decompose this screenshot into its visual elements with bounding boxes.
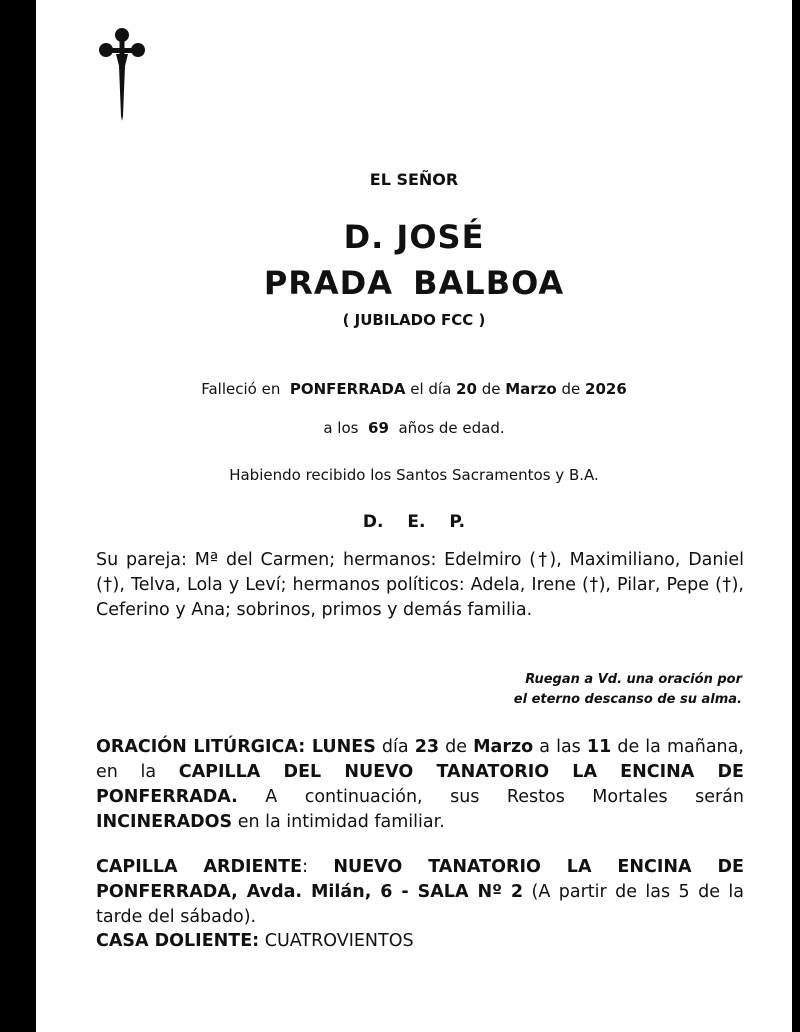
de-label: de xyxy=(481,380,501,398)
deceased-name-line2: PRADA BALBOA xyxy=(263,264,565,302)
oracion-a-las-label: a las xyxy=(539,737,581,757)
age-prefix: a los xyxy=(323,419,359,437)
age-value: 69 xyxy=(368,419,389,437)
oracion-en-la: en la xyxy=(96,762,157,782)
capilla-colon: : xyxy=(302,857,308,877)
casa-label: CASA DOLIENTE: xyxy=(96,931,260,951)
oracion-paragraph xyxy=(96,735,744,835)
deceased-name-line1: D. JOSÉ xyxy=(343,218,485,256)
occupation: ( JUBILADO FCC ) xyxy=(342,311,486,329)
family-paragraph: Su pareja: Mª del Carmen; hermanos: Edelmiro (†), Maximiliano, Daniel (†), Telva, Lola y Leví; hermanos políticos: Adela, Irene (†), Pilar, Pepe (†), Ceferino y Ana; sobrinos, primos y demás familia. xyxy=(96,550,744,620)
santiago-cross-icon xyxy=(97,26,147,122)
right-black-border xyxy=(792,0,800,1032)
oracion-manana: de la mañana, xyxy=(617,737,744,757)
oracion-de-label: de xyxy=(445,737,468,757)
capilla-paragraph xyxy=(96,855,744,930)
de-label-2: de xyxy=(561,380,581,398)
el-dia-label: el día xyxy=(410,380,452,398)
death-month: Marzo xyxy=(505,380,557,398)
falleci-label: Falleció en xyxy=(201,380,281,398)
death-info-line xyxy=(36,380,792,398)
oracion-action: INCINERADOS xyxy=(96,812,233,832)
dep-line: D. E. P. xyxy=(362,512,466,532)
oracion-location: CAPILLA DEL NUEVO TANATORIO LA ENCINA DE PONFERRADA. xyxy=(96,762,744,807)
oracion-continuation: A continuación, sus Restos Mortales serán xyxy=(265,787,744,807)
age-suffix: años de edad. xyxy=(398,419,505,437)
age-line xyxy=(36,419,792,437)
left-black-border xyxy=(0,0,36,1032)
oracion-end: en la intimidad familiar. xyxy=(237,812,445,832)
capilla-place: NUEVO TANATORIO LA ENCINA DE PONFERRADA, Avda. Milán, 6 - SALA Nº 2 xyxy=(96,857,744,902)
death-year: 2026 xyxy=(585,380,627,398)
oracion-hour: 11 xyxy=(586,737,612,757)
prayer-request xyxy=(380,670,742,710)
oracion-month: Marzo xyxy=(473,737,534,757)
capilla-note: (A partir de las 5 de la tarde del sábado). xyxy=(96,882,744,927)
oracion-day: 23 xyxy=(414,737,440,757)
death-day: 20 xyxy=(456,380,477,398)
oracion-dia-label: día xyxy=(381,737,409,757)
sacraments-line: Habiendo recibido los Santos Sacramentos y B.A. xyxy=(229,466,599,484)
title-prefix: EL SEÑOR xyxy=(369,170,459,189)
casa-value: CUATROVIENTOS xyxy=(264,931,414,951)
death-place: PONFERRADA xyxy=(289,380,406,398)
capilla-label: CAPILLA ARDIENTE xyxy=(96,857,303,877)
prayer-line2: el eterno descanso de su alma. xyxy=(513,692,742,707)
casa-paragraph xyxy=(96,929,744,954)
oracion-label: ORACIÓN LITÚRGICA: LUNES xyxy=(96,737,376,757)
prayer-line1: Ruegan a Vd. una oración por xyxy=(525,672,742,687)
